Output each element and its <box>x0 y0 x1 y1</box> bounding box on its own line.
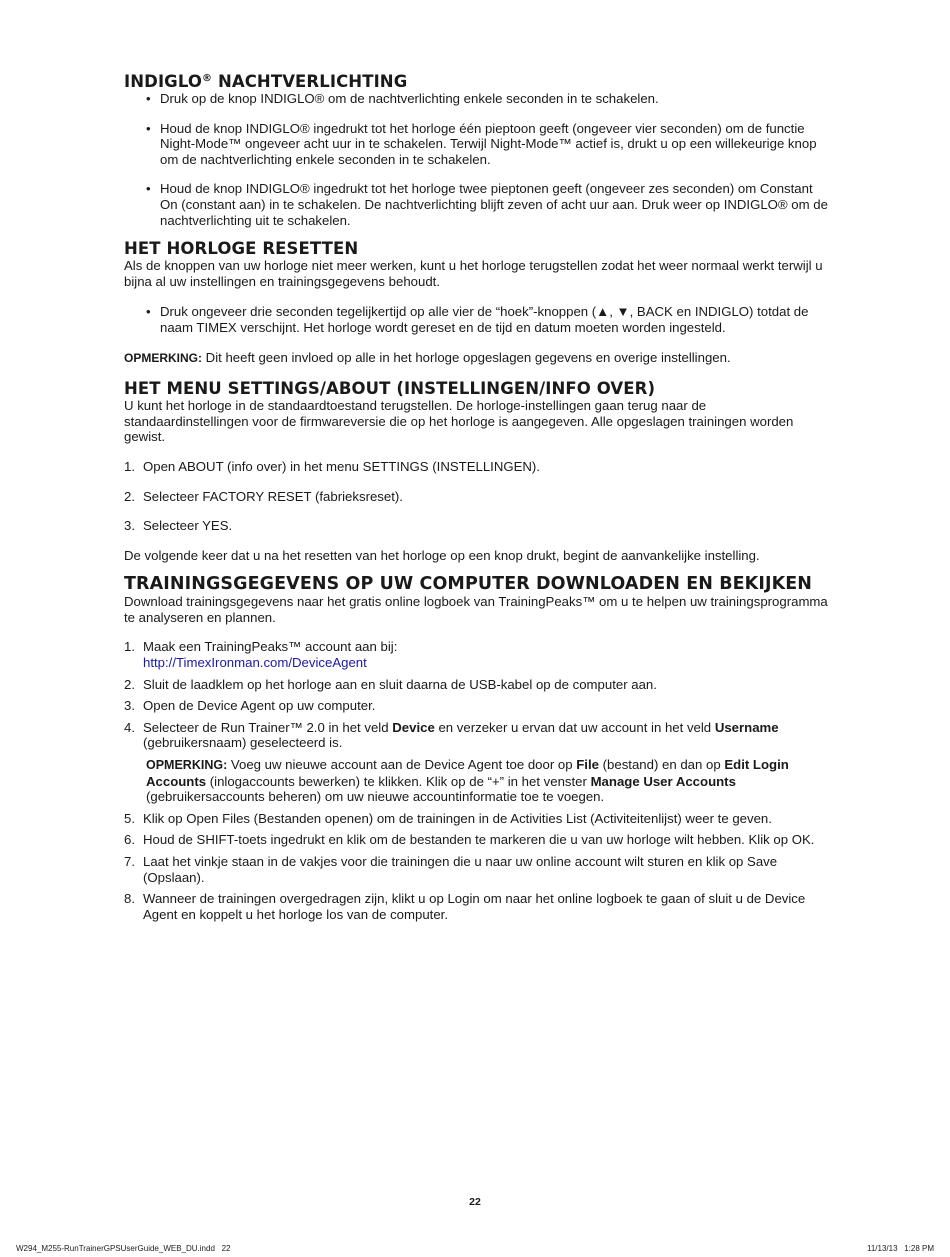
heading-reset: HET HORLOGE RESETTEN <box>124 239 359 259</box>
heading-indiglo: INDIGLO® NACHTVERLICHTING <box>124 72 408 91</box>
list-item: 3. Selecteer YES. <box>124 518 233 534</box>
list-item: 6. Houd de SHIFT-toets ingedrukt en klik om de bestanden te markeren die u van uw horloge wilt hebben. Klik op OK. <box>124 832 815 848</box>
reset-note: OPMERKING: Dit heeft geen invloed op alle in het horloge opgeslagen gegevens en overige instellingen. <box>124 349 731 365</box>
list-item: 1. Open ABOUT (info over) in het menu SETTINGS (INSTELLINGEN). <box>124 458 540 474</box>
list-item: • Houd de knop INDIGLO® ingedrukt tot het horloge één pieptoon geeft (ongeveer vier seconden) om de functie Night-Mode™ ongeveer acht uur in te schakelen. Terwijl Night-Mode™ actief is, drukt u op een willekeurige knop om de nachtverlichting enkele seconden in te schakelen. <box>160 121 828 168</box>
settings-outro: De volgende keer dat u na het resetten van het horloge op een knop drukt, begint de aanvankelijke instelling. <box>124 547 760 563</box>
file-slug: W294_M255-RunTrainerGPSUserGuide_WEB_DU.indd 22 <box>16 1244 231 1253</box>
download-steps <box>124 639 828 922</box>
list-item: • Houd de knop INDIGLO® ingedrukt tot het horloge twee pieptonen geeft (ongeveer zes seconden) om Constant On (constant aan) in te schakelen. De nachtverlichting blijft zeven of acht uur aan. Druk weer op INDIGLO® om de nachtverlichting uit te schakelen. <box>160 181 828 228</box>
list-item: 3. Open de Device Agent op uw computer. <box>124 698 376 714</box>
list-item: • Druk op de knop INDIGLO® om de nachtverlichting enkele seconden in te schakelen. <box>160 91 828 107</box>
heading-download: TRAININGSGEGEVENS OP UW COMPUTER DOWNLOADEN EN BEKIJKEN <box>124 574 813 595</box>
settings-steps <box>124 459 828 534</box>
heading-settings: HET MENU SETTINGS/ABOUT (INSTELLINGEN/INFO OVER) <box>124 379 656 399</box>
reset-intro: Als de knoppen van uw horloge niet meer werken, kunt u het horloge terugstellen zodat het weer normaal werkt terwijl u bijna al uw instellingen en trainingsgegevens behoudt. <box>124 258 823 289</box>
indiglo-bullet-list <box>124 91 828 228</box>
note-label: OPMERKING: <box>124 350 202 365</box>
list-item: 2. Selecteer FACTORY RESET (fabrieksreset). <box>124 488 403 504</box>
list-item: 8. Wanneer de trainingen overgedragen zijn, klikt u op Login om naar het online logboek te gaan of sluit u de Device Agent en koppelt u het horloge los van de computer. <box>124 891 806 922</box>
list-item: 5. Klik op Open Files (Bestanden openen) om de trainingen in de Activities List (Activiteitenlijst) weer te geven. <box>124 810 772 826</box>
list-item: 1. Maak een TrainingPeaks™ account aan bij: http://TimexIronman.com/DeviceAgent <box>124 639 398 671</box>
page-number: 22 <box>469 1196 481 1208</box>
note-label: OPMERKING: <box>146 758 228 773</box>
list-item: 2. Sluit de laadklem op het horloge aan en sluit daarna de USB-kabel op de computer aan. <box>124 676 657 692</box>
list-item: 7. Laat het vinkje staan in de vakjes voor die trainingen die u naar uw online account wilt sturen en klik op Save (Opslaan). <box>124 854 778 885</box>
settings-intro: U kunt het horloge in de standaardtoestand terugstellen. De horloge-instellingen gaan terug naar de standaardinstellingen voor de firmwareversie die op het horloge is aangegeven. Alle opgeslagen trainingen worden gewist. <box>124 398 794 445</box>
list-item: • Druk ongeveer drie seconden tegelijkertijd op alle vier de “hoek”-knoppen (▲, ▼, BACK en INDIGLO) totdat de naam TIMEX verschijnt. Het horloge wordt gereset en de tijd en datum moeten worden ingesteld. <box>160 304 828 335</box>
download-intro: Download trainingsgegevens naar het gratis online logboek van TrainingPeaks™ om u te helpen uw trainingsprogramma te analyseren en plannen. <box>124 594 828 625</box>
list-item: 4. Selecteer de Run Trainer™ 2.0 in het veld Device en verzeker u ervan dat uw account in het veld Username (gebruikersnaam) geselecteerd is. OPMERKING: Voeg uw nieuwe account aan de Device Agent toe door op File (bestand) en dan op Edit Login Accounts (inlogaccounts bewerken) te klikken. Klik op de “+” in het venster Manage User Accounts (gebruikersaccounts beheren) om uw nieuwe accountinformatie toe te voegen. <box>124 720 828 805</box>
print-timestamp: 11/13/13 1:28 PM <box>866 1244 934 1253</box>
download-note: OPMERKING: Voeg uw nieuwe account aan de Device Agent toe door op File (bestand) en dan op Edit Login Accounts (inlogaccounts bewerken) te klikken. Klik op de “+” in het venster Manage User Accounts (gebruikersaccounts beheren) om uw nieuwe accountinformatie toe te voegen. <box>146 757 789 805</box>
reset-bullet-list <box>124 304 828 335</box>
document-page <box>124 72 828 922</box>
device-agent-link[interactable]: http://TimexIronman.com/DeviceAgent <box>143 655 367 671</box>
